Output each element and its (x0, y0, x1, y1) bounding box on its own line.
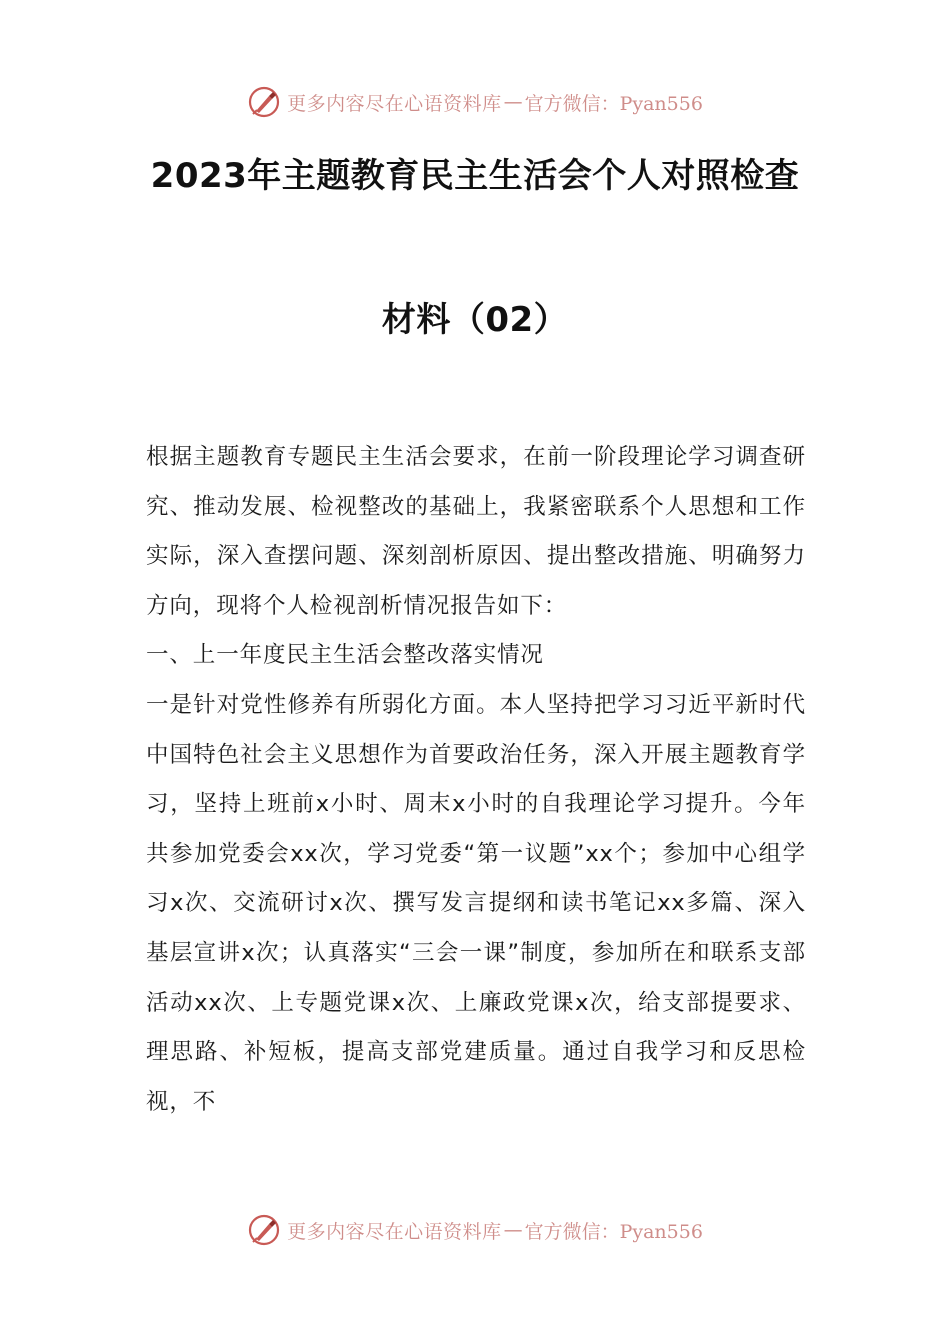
document-body (146, 433, 806, 1127)
banner-separator: — (503, 1219, 523, 1241)
banner-site-text: 更多内容尽在心语资料库 (287, 1220, 502, 1243)
header-banner (0, 82, 950, 122)
banner-contact-text: 官方微信：Pyan556 (524, 1220, 703, 1243)
intro-paragraph: 根据主题教育专题民主生活会要求，在前一阶段理论学习调查研究、推动发展、检视整改的基础上，我紧密联系个人思想和工作实际，深入查摆问题、深刻剖析原因、提出整改措施、明确努力方向，现将个人检视剖析情况报告如下： (146, 444, 806, 619)
section-paragraph: 一是针对党性修养有所弱化方面。本人坚持把学习习近平新时代中国特色社会主义思想作为首要政治任务，深入开展主题教育学习，坚持上班前x小时、周末x小时的自我理论学习提升。今年共参加党委会xx次，学习党委“第一议题”xx个；参加中心组学习x次、交流研讨x次、撰写发言提纲和读书笔记xx多篇、深入基层宣讲x次；认真落实“三会一课”制度，参加所在和联系支部活动xx次、上专题党课x次、上廉政党课x次，给支部提要求、理思路、补短板，提高支部党建质量。通过自我学习和反思检视，不 (146, 691, 806, 1115)
footer-banner (0, 1210, 950, 1250)
banner-site-text: 更多内容尽在心语资料库 (287, 92, 502, 115)
document-title-line-2: 材料（02） (381, 300, 569, 340)
document-title-line-1: 2023年主题教育民主生活会个人对照检查 (150, 156, 800, 196)
section-heading: 一、上一年度民主生活会整改落实情况 (146, 642, 544, 669)
fountain-pen-logo-icon (247, 1213, 281, 1247)
banner-separator: — (503, 91, 523, 113)
fountain-pen-logo-icon (247, 85, 281, 119)
banner-contact-text: 官方微信：Pyan556 (524, 92, 703, 115)
